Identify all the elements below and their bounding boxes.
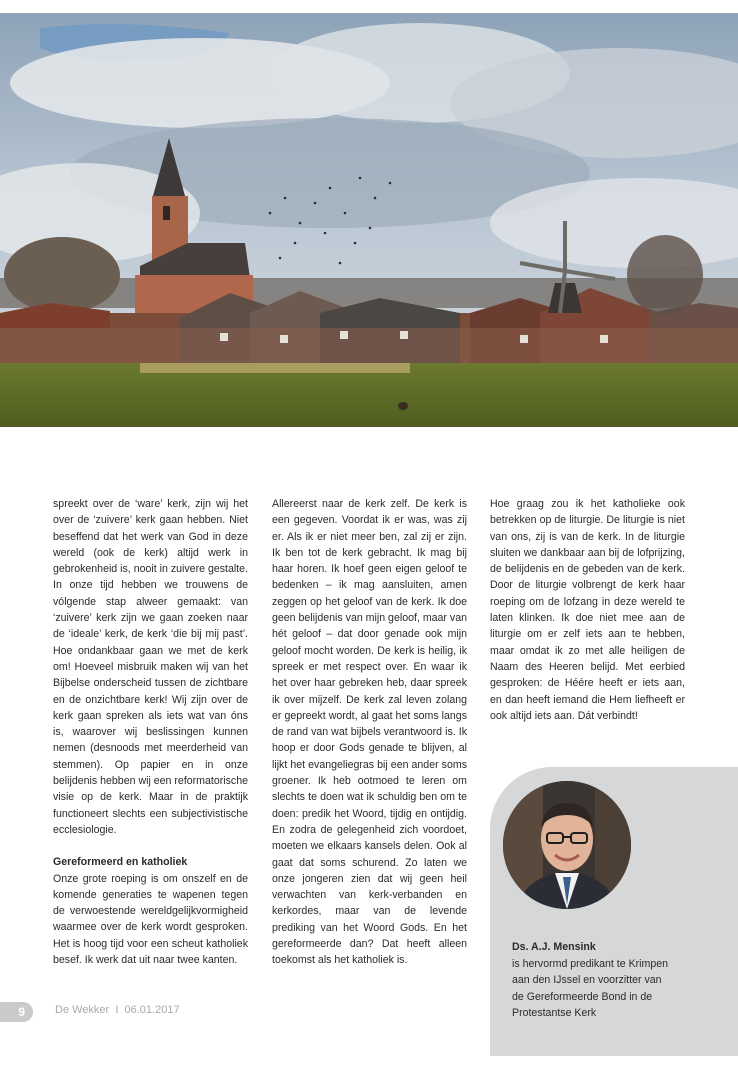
article-column-2	[272, 496, 467, 969]
publication-name: De Wekker	[55, 1004, 110, 1016]
author-bio-line: is hervormd predikant te Krimpen	[512, 957, 669, 970]
footer-publication-info	[55, 1004, 180, 1016]
author-info	[512, 939, 727, 1022]
article-column-1	[53, 496, 248, 968]
header-photo	[0, 13, 738, 427]
author-portrait	[503, 781, 631, 909]
section-heading: Gereformeerd en katholiek	[53, 856, 188, 869]
author-name: Ds. A.J. Mensink	[512, 941, 596, 953]
body-paragraph: Hoe graag zou ik het katholieke ook betrekken op de liturgie. De liturgie is niet van ons, zij is van de kerk. In de liturgie sluiten we dankbaar aan bij de lofprijzing, de belijdenis en de gebeden van de kerk. Door de liturgie volbrengt de kerk haar roeping om de lofzang in deze wereld te laten klinken. Ik doe niet mee aan de liturgie om er zelf iets aan te hebben, maar omdat ik zo met alle heiligen de Naam des Heeren belijd. Met eerbied gesproken: de Héére heeft er iets aan, en dan heeft iemand die Hem liefheeft er ook altijd iets aan. Dát verbindt!	[490, 498, 685, 722]
article-column-3	[490, 496, 685, 724]
author-photo-icon	[503, 781, 631, 909]
author-bio-line: de Gereformeerde Bond in de	[512, 990, 653, 1003]
body-paragraph: Onze grote roeping is om onszelf en de komende generaties te wapenen tegen de verwoestende wereldgelijkvormigheid waarmee over de kerk wordt gesproken. Het is hoog tijd voor een scheut katholiek besef. Ik werk dat uit naar twee kanten.	[53, 872, 248, 967]
page-footer	[0, 1002, 300, 1022]
author-bio-line: aan den IJssel en voorzitter van	[512, 974, 662, 987]
separator-glyph: I	[115, 1004, 119, 1016]
footer-separator	[112, 1004, 121, 1016]
publication-date: 06.01.2017	[124, 1004, 180, 1016]
body-paragraph: spreekt over de ‘ware’ kerk, zijn wij het over de ‘zuivere’ kerk gaan hebben. Niet beseffend dat het werk van God in deze wereld (ook de kerk) altijd werk in gebrokenheid is, nooit in zuivere gestalte. In onze tijd hebben we trouwens de vólgende stap alweer gemaakt: van ‘zuivere’ kerk zijn we gaan zoeken naar de ‘ideale’ kerk, de kerk ‘die bij mij past’. Hoe ondankbaar gaan we met de kerk om! Hoeveel misbruik maken wij van het Bijbelse onderscheid tussen de zichtbare en de onzichtbare kerk! Wij zijn over de kerk gaan spreken als iets wat van óns is, waarover wij beslissingen kunnen nemen (desnoods met meerderheid van stemmen). Op papier en in onze belijdenis hebben wij een reformatorische visie op de kerk. Maar in de praktijk functioneert slechts een subjectivistische ecclesiologie.	[53, 498, 248, 836]
village-landscape-image	[0, 13, 738, 427]
body-paragraph: Allereerst naar de kerk zelf. De kerk is een gegeven. Voordat ik er was, was zij er. Als ik er niet meer ben, zal zij er zijn. Ik ben tot de kerk gebracht. Ik mag bij haar horen. Ik hoef geen eigen geloof te bedenken – ik mag aansluiten, amen zeggen op het geloof van de kerk. Ik doe geen belijdenis van mijn geloof, maar van hét geloof – dat door genade ook mijn geloof mocht worden. De kerk is heilig, ik spreek er met respect over. En waar ik het over haar gebreken heb, daar spreek ik over mijzelf. De kerk zal leven zolang er gepreekt wordt, al gaat het soms langs de rand van wat bijbels verantwoord is. Ik hoop er door Gods genade te blijven, al lijkt het evangeliegras bij een ander soms groener. Ik heb ootmoed te leren om slechts te doen wat ik schuldig ben om te doen: predik het Woord, tijdig en ontijdig. En zodra de gelegenheid zich voordoet, moeten we elkaars kansels delen. Ook al gaat dat soms schurend. Zo laten we onze jongeren zien dat wij geen heil verwachten van kerk-verbanden en kerkordes, maar van de levende prediking van het Woord Gods. En het gereformeerde dan? Dat heeft alleen toekomst als het katholiek is.	[272, 498, 467, 967]
author-bio-line: Protestantse Kerk	[512, 1007, 597, 1020]
page-number: 9	[0, 1002, 33, 1022]
